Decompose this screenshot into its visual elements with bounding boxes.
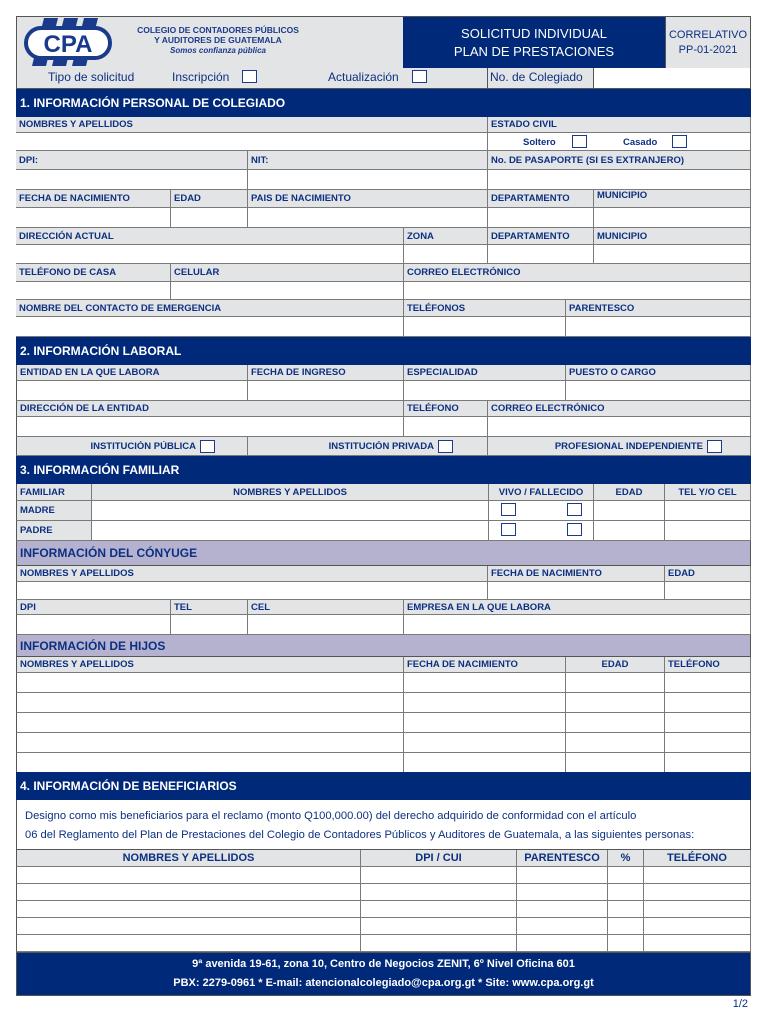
- label-direccion-entidad: DIRECCIÓN DE LA ENTIDAD: [16, 401, 404, 417]
- input-hijo-edad[interactable]: [566, 753, 665, 773]
- declaration-line-1: Designo como mis beneficiarios para el reclamo (monto Q100,000.00) del derecho adquirido de conformidad con el artículo: [25, 810, 637, 822]
- label-familiar-nombres: NOMBRES Y APELLIDOS: [92, 484, 489, 501]
- checkbox-padre-vivo[interactable]: [501, 523, 516, 536]
- input-nombres[interactable]: [16, 133, 488, 151]
- input-padre-edad[interactable]: [594, 521, 665, 541]
- input-hijo-edad[interactable]: [566, 673, 665, 693]
- checkbox-madre-vivo[interactable]: [501, 503, 516, 516]
- input-departamento-2[interactable]: [488, 245, 594, 264]
- checkbox-casado[interactable]: [672, 135, 687, 148]
- input-beneficiario-porcentaje[interactable]: [608, 918, 644, 935]
- beneficiary-declaration: [16, 800, 751, 850]
- input-nit[interactable]: [248, 170, 488, 190]
- input-beneficiario-porcentaje[interactable]: [608, 901, 644, 918]
- input-beneficiario-telefono[interactable]: [644, 935, 751, 952]
- label-institucion-publica: INSTITUCIÓN PÚBLICA: [90, 440, 196, 452]
- label-beneficiario-dpi: DPI / CUI: [361, 850, 517, 867]
- input-hijo-edad[interactable]: [566, 713, 665, 733]
- input-municipio-2[interactable]: [594, 245, 751, 264]
- input-entidad[interactable]: [16, 381, 248, 401]
- label-hijos-telefono: TELÉFONO: [665, 657, 751, 673]
- input-beneficiario-parentesco[interactable]: [517, 884, 608, 901]
- input-madre-nombres[interactable]: [92, 501, 489, 521]
- checkbox-profesional-independiente[interactable]: [707, 440, 722, 453]
- input-hijo-nombres[interactable]: [16, 713, 404, 733]
- label-telefono-entidad: TELÉFONO: [404, 401, 488, 417]
- input-beneficiario-dpi[interactable]: [361, 935, 517, 952]
- input-municipio[interactable]: [594, 208, 751, 228]
- input-beneficiario-nombres[interactable]: [16, 884, 361, 901]
- input-direccion-actual[interactable]: [16, 245, 404, 264]
- label-parentesco: PARENTESCO: [566, 300, 751, 317]
- label-especialidad: ESPECIALIDAD: [404, 365, 566, 381]
- input-beneficiario-parentesco[interactable]: [517, 935, 608, 952]
- input-madre-edad[interactable]: [594, 501, 665, 521]
- label-celular: CELULAR: [171, 264, 404, 282]
- title-line-1: SOLICITUD INDIVIDUAL: [461, 26, 607, 41]
- label-correo-entidad: CORREO ELECTRÓNICO: [488, 401, 751, 417]
- input-correo-entidad[interactable]: [488, 417, 751, 437]
- label-hijos-nombres: NOMBRES Y APELLIDOS: [16, 657, 404, 673]
- section-4-header: 4. INFORMACIÓN DE BENEFICIARIOS: [16, 772, 751, 800]
- label-zona: ZONA: [404, 228, 488, 245]
- hijos-header: INFORMACIÓN DE HIJOS: [16, 635, 751, 657]
- form-title: [403, 16, 665, 69]
- input-hijo-fecha[interactable]: [404, 713, 566, 733]
- label-nombres: NOMBRES Y APELLIDOS: [16, 117, 488, 133]
- label-beneficiario-porcentaje: %: [608, 850, 644, 867]
- input-beneficiario-nombres[interactable]: [16, 935, 361, 952]
- input-hijo-telefono[interactable]: [665, 713, 751, 733]
- input-zona[interactable]: [404, 245, 488, 264]
- input-conyuge-nombres[interactable]: [16, 582, 488, 600]
- checkbox-padre-fallecido[interactable]: [567, 523, 582, 536]
- input-beneficiario-telefono[interactable]: [644, 867, 751, 884]
- checkbox-institucion-privada[interactable]: [438, 440, 453, 453]
- input-beneficiario-nombres[interactable]: [16, 918, 361, 935]
- input-hijo-edad[interactable]: [566, 733, 665, 753]
- label-conyuge-fecha: FECHA DE NACIMIENTO: [488, 566, 665, 582]
- input-edad[interactable]: [171, 208, 248, 228]
- input-telefono-entidad[interactable]: [404, 417, 488, 437]
- input-hijo-edad[interactable]: [566, 693, 665, 713]
- input-padre-tel[interactable]: [665, 521, 751, 541]
- cpa-logo: [22, 18, 114, 66]
- option-actualizacion-label: Actualización: [328, 70, 399, 84]
- label-municipio-2: MUNICIPIO: [594, 228, 751, 245]
- label-conyuge-tel: TEL: [171, 600, 248, 615]
- label-contacto-emergencia: NOMBRE DEL CONTACTO DE EMERGENCIA: [16, 300, 404, 317]
- input-hijo-fecha[interactable]: [404, 753, 566, 773]
- label-dpi: DPI:: [16, 151, 248, 170]
- label-conyuge-empresa: EMPRESA EN LA QUE LABORA: [404, 600, 751, 615]
- label-entidad: ENTIDAD EN LA QUE LABORA: [16, 365, 248, 381]
- label-beneficiario-parentesco: PARENTESCO: [517, 850, 608, 867]
- input-hijo-fecha[interactable]: [404, 673, 566, 693]
- section-3-header: 3. INFORMACIÓN FAMILIAR: [16, 456, 751, 484]
- label-conyuge-dpi: DPI: [16, 600, 171, 615]
- org-line-2: Y AUDITORES DE GUATEMALA: [154, 35, 282, 45]
- label-puesto: PUESTO O CARGO: [566, 365, 751, 381]
- label-padre: PADRE: [16, 521, 92, 541]
- label-tel-cel: TEL Y/O CEL: [665, 484, 751, 501]
- input-beneficiario-dpi[interactable]: [361, 867, 517, 884]
- input-conyuge-empresa[interactable]: [404, 615, 751, 635]
- correlativo-label: CORRELATIVO: [668, 28, 748, 41]
- input-fecha-ingreso[interactable]: [248, 381, 404, 401]
- input-especialidad[interactable]: [404, 381, 566, 401]
- input-conyuge-cel[interactable]: [248, 615, 404, 635]
- label-estado-civil: ESTADO CIVIL: [488, 117, 751, 133]
- input-telefonos[interactable]: [404, 317, 566, 337]
- section-2-header: 2. INFORMACIÓN LABORAL: [16, 337, 751, 365]
- label-familiar-edad: EDAD: [594, 484, 665, 501]
- input-beneficiario-telefono[interactable]: [644, 918, 751, 935]
- input-padre-nombres[interactable]: [92, 521, 489, 541]
- option-institucion-publica: [16, 437, 248, 456]
- option-profesional-independiente: [488, 437, 751, 456]
- svg-text:CPA: CPA: [43, 31, 93, 58]
- label-beneficiario-nombres: NOMBRES Y APELLIDOS: [16, 850, 361, 867]
- option-institucion-privada: [248, 437, 488, 456]
- input-correo[interactable]: [404, 282, 751, 300]
- input-beneficiario-dpi[interactable]: [361, 918, 517, 935]
- label-familiar: FAMILIAR: [16, 484, 92, 501]
- title-line-2: PLAN DE PRESTACIONES: [453, 44, 615, 59]
- input-parentesco[interactable]: [566, 317, 751, 337]
- label-madre: MADRE: [16, 501, 92, 521]
- input-hijo-telefono[interactable]: [665, 673, 751, 693]
- section-1-header: 1. INFORMACIÓN PERSONAL DE COLEGIADO: [16, 89, 751, 117]
- input-beneficiario-dpi[interactable]: [361, 901, 517, 918]
- input-conyuge-tel[interactable]: [171, 615, 248, 635]
- input-beneficiario-porcentaje[interactable]: [608, 867, 644, 884]
- tagline: Somos confianza pública: [169, 46, 266, 55]
- org-line-1: COLEGIO DE CONTADORES PÚBLICOS: [137, 25, 299, 35]
- input-telefono-casa[interactable]: [16, 282, 171, 300]
- input-madre-tel[interactable]: [665, 501, 751, 521]
- input-beneficiario-telefono[interactable]: [644, 901, 751, 918]
- input-hijo-telefono[interactable]: [665, 753, 751, 773]
- input-celular[interactable]: [171, 282, 404, 300]
- footer: [16, 952, 751, 996]
- input-conyuge-edad[interactable]: [665, 582, 751, 600]
- correlativo-value: PP-01-2021: [678, 43, 738, 56]
- conyuge-header: INFORMACIÓN DEL CÓNYUGE: [16, 541, 751, 566]
- footer-address: 9ª avenida 19-61, zona 10, Centro de Negocios ZENIT, 6º Nivel Oficina 601: [192, 958, 575, 970]
- label-vivo-fallecido: VIVO / FALLECIDO: [489, 484, 594, 501]
- input-beneficiario-parentesco[interactable]: [517, 901, 608, 918]
- input-dpi[interactable]: [16, 170, 248, 190]
- input-hijo-fecha[interactable]: [404, 733, 566, 753]
- input-contacto-emergencia[interactable]: [16, 317, 404, 337]
- footer-contact: PBX: 2279-0961 * E-mail: atencionalcolegiado@cpa.org.gt * Site: www.cpa.org.gt: [173, 977, 594, 989]
- input-beneficiario-porcentaje[interactable]: [608, 884, 644, 901]
- checkbox-inscripcion[interactable]: [242, 70, 257, 83]
- label-institucion-privada: INSTITUCIÓN PRIVADA: [328, 440, 434, 452]
- input-hijo-telefono[interactable]: [665, 733, 751, 753]
- input-hijo-nombres[interactable]: [16, 673, 404, 693]
- label-departamento-2: DEPARTAMENTO: [488, 228, 594, 245]
- label-telefonos: TELÉFONOS: [404, 300, 566, 317]
- checkbox-soltero[interactable]: [572, 135, 587, 148]
- input-hijo-nombres[interactable]: [16, 693, 404, 713]
- input-conyuge-fecha[interactable]: [488, 582, 665, 600]
- label-direccion-actual: DIRECCIÓN ACTUAL: [16, 228, 404, 245]
- label-hijos-edad: EDAD: [566, 657, 665, 673]
- input-pais-nacimiento[interactable]: [248, 208, 488, 228]
- input-beneficiario-nombres[interactable]: [16, 901, 361, 918]
- input-hijo-nombres[interactable]: [16, 753, 404, 773]
- checkbox-actualizacion[interactable]: [412, 70, 427, 83]
- label-soltero: Soltero: [523, 136, 556, 148]
- label-fecha-ingreso: FECHA DE INGRESO: [248, 365, 404, 381]
- input-pasaporte[interactable]: [488, 170, 751, 190]
- label-pais-nacimiento: PAIS DE NACIMIENTO: [248, 190, 488, 208]
- label-casado: Casado: [623, 136, 658, 148]
- input-conyuge-dpi[interactable]: [16, 615, 171, 635]
- label-hijos-fecha: FECHA DE NACIMIENTO: [404, 657, 566, 673]
- label-conyuge-nombres: NOMBRES Y APELLIDOS: [16, 566, 488, 582]
- org-name: [118, 25, 318, 56]
- input-beneficiario-nombres[interactable]: [16, 867, 361, 884]
- request-type-label: Tipo de solicitud: [48, 70, 135, 84]
- input-hijo-nombres[interactable]: [16, 733, 404, 753]
- label-municipio: MUNICIPIO: [594, 190, 751, 208]
- label-beneficiario-telefono: TELÉFONO: [644, 850, 751, 867]
- cpa-logo-icon: [22, 18, 114, 66]
- correlativo-box: [665, 16, 751, 69]
- page-number: 1/2: [732, 998, 748, 1010]
- input-hijo-fecha[interactable]: [404, 693, 566, 713]
- option-inscripcion-label: Inscripción: [172, 70, 230, 84]
- input-beneficiario-parentesco[interactable]: [517, 918, 608, 935]
- label-pasaporte: No. DE PASAPORTE (SI ES EXTRANJERO): [488, 151, 751, 170]
- input-direccion-entidad[interactable]: [16, 417, 404, 437]
- label-edad: EDAD: [171, 190, 248, 208]
- colegiado-label: No. de Colegiado: [490, 70, 583, 84]
- input-beneficiario-porcentaje[interactable]: [608, 935, 644, 952]
- label-conyuge-cel: CEL: [248, 600, 404, 615]
- label-telefono-casa: TELÉFONO DE CASA: [16, 264, 171, 282]
- input-puesto[interactable]: [566, 381, 751, 401]
- label-nit: NIT:: [248, 151, 488, 170]
- label-profesional-independiente: PROFESIONAL INDEPENDIENTE: [554, 440, 703, 452]
- checkbox-institucion-publica[interactable]: [200, 440, 215, 453]
- checkbox-madre-fallecido[interactable]: [567, 503, 582, 516]
- label-fecha-nacimiento: FECHA DE NACIMIENTO: [16, 190, 171, 208]
- input-departamento[interactable]: [488, 208, 594, 228]
- input-beneficiario-parentesco[interactable]: [517, 867, 608, 884]
- input-hijo-telefono[interactable]: [665, 693, 751, 713]
- input-fecha-nacimiento[interactable]: [16, 208, 171, 228]
- colegiado-input[interactable]: [594, 68, 750, 88]
- label-correo: CORREO ELECTRÓNICO: [404, 264, 751, 282]
- label-conyuge-edad: EDAD: [665, 566, 751, 582]
- input-beneficiario-dpi[interactable]: [361, 884, 517, 901]
- input-beneficiario-telefono[interactable]: [644, 884, 751, 901]
- label-departamento: DEPARTAMENTO: [488, 190, 594, 208]
- declaration-line-2: 06 del Reglamento del Plan de Prestaciones del Colegio de Contadores Públicos y Auditores de Guatemala, a las siguientes personas:: [25, 829, 695, 841]
